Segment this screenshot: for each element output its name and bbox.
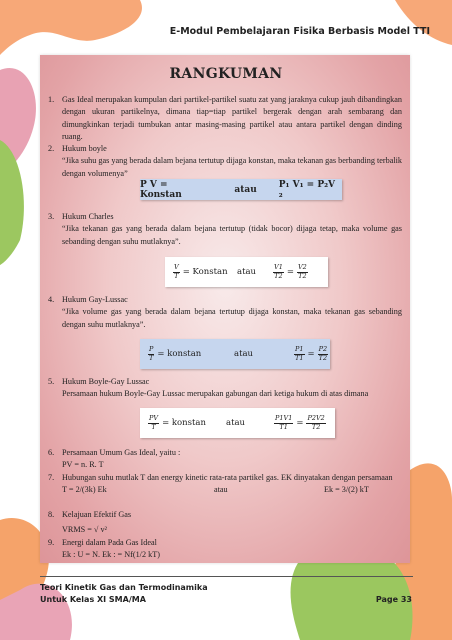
equation-right: Ek = 3/(2) kT: [324, 485, 369, 495]
list-item: [48, 94, 402, 144]
item-text: Hukum Boyle-Gay Lussac: [62, 377, 150, 386]
equation-left: T = 2/(3k) Ek: [62, 485, 107, 495]
item-number: 7.: [48, 473, 55, 482]
footer-line-1: Teori Kinetik Gas dan Termodinamika: [40, 583, 208, 592]
item-text: Hukum Gay-Lussac: [62, 295, 128, 304]
item-text: Hukum boyle: [62, 144, 107, 153]
item-equation: PV = n. R. T: [62, 460, 104, 470]
item-number: 5.: [48, 377, 55, 386]
list-item: [48, 537, 402, 562]
boyle-gay-lussac-formula: $\frac{PV}{T}$ = konstan atau $\frac{P1V1}{T1}$ = $\frac{P2V2}{T2}$: [140, 408, 335, 438]
item-number: 6.: [48, 448, 55, 457]
boyle-formula: [140, 179, 342, 200]
item-text: Hukum Charles: [62, 212, 114, 221]
formula-right: P₁ V₁ = P₂V ₂: [278, 179, 336, 200]
list-item: [48, 211, 402, 248]
list-item: [48, 447, 402, 472]
item-equation: Ek : U = N. Ek : = Nf(1/2 kT): [62, 550, 160, 560]
item-quote: “Jika tekanan gas yang berada dalam bejana tertutup (tidak bocor) dijaga tetap, maka volume gas sebanding dengan suhu mutlaknya”.: [62, 224, 402, 246]
page-number: Page 33: [375, 595, 412, 604]
list-item: [48, 509, 402, 537]
item-text: Energi dalam Pada Gas Ideal: [62, 538, 157, 547]
item-number: 8.: [48, 510, 55, 519]
charles-formula: $\frac{V}{T}$ = Konstan atau $\frac{V1}{T2}$ = $\frac{V2}{T2}$: [165, 257, 328, 287]
formula-mid: atau: [234, 184, 257, 195]
item-number: 3.: [48, 212, 55, 221]
item-text: Hubungan suhu mutlak T dan energy kinetic rata-rata partikel gas. EK dinyatakan dengan persamaan: [62, 473, 393, 482]
item-text: Kelajuan Efektif Gas: [62, 510, 132, 519]
item-number: 9.: [48, 538, 55, 547]
item-quote: Persamaan hukum Boyle-Gay Lussac merupakan gabungan dari ketiga hukum di atas dimana: [62, 389, 369, 399]
item-number: 2.: [48, 144, 55, 153]
list-item: [48, 143, 402, 180]
equation-mid: atau: [214, 485, 228, 495]
item-quote: “Jika volume gas yang berada dalam bejana tertutup dijaga konstan, maka tekanan gas sebanding dengan suhu mutlaknya”.: [62, 307, 402, 329]
item-number: 4.: [48, 295, 55, 304]
page-title: RANGKUMAN: [169, 66, 283, 82]
footer-line-2: Untuk Kelas XI SMA/MA: [40, 595, 146, 604]
gay-lussac-formula: $\frac{P}{T}$ = konstan atau $\frac{P1}{T1}$ = $\frac{P2}{T2}$: [140, 339, 330, 369]
item-text: Persamaan Umum Gas Ideal, yaitu :: [62, 448, 181, 457]
list-item: [48, 472, 402, 497]
list-item: [48, 294, 402, 331]
item-number: 1.: [48, 95, 55, 104]
page-header: E-Modul Pembelajaran Fisika Berbasis Model TTI: [169, 26, 430, 37]
formula-left: P V = Konstan: [140, 179, 182, 200]
list-item: [48, 376, 402, 401]
item-quote: “Jika suhu gas yang berada dalam bejana tertutup dijaga konstan, maka tekanan gas berbanding terbalik dengan volumenya”: [62, 156, 402, 178]
footer-divider: [40, 576, 413, 577]
item-text: Gas Ideal merupakan kumpulan dari partikel-partikel suatu zat yang jaraknya cukup jauh dibandingkan dengan ukuran partikelnya, dimana tiap=tiap partikel bergerak dengan arah sembarang dan dimungkinkan terjadi tumbukan antar masing-masing partikel atau antara partikel dengan dinding ruang.: [62, 95, 402, 142]
item-equation: VRMS = √ v²: [62, 525, 108, 535]
